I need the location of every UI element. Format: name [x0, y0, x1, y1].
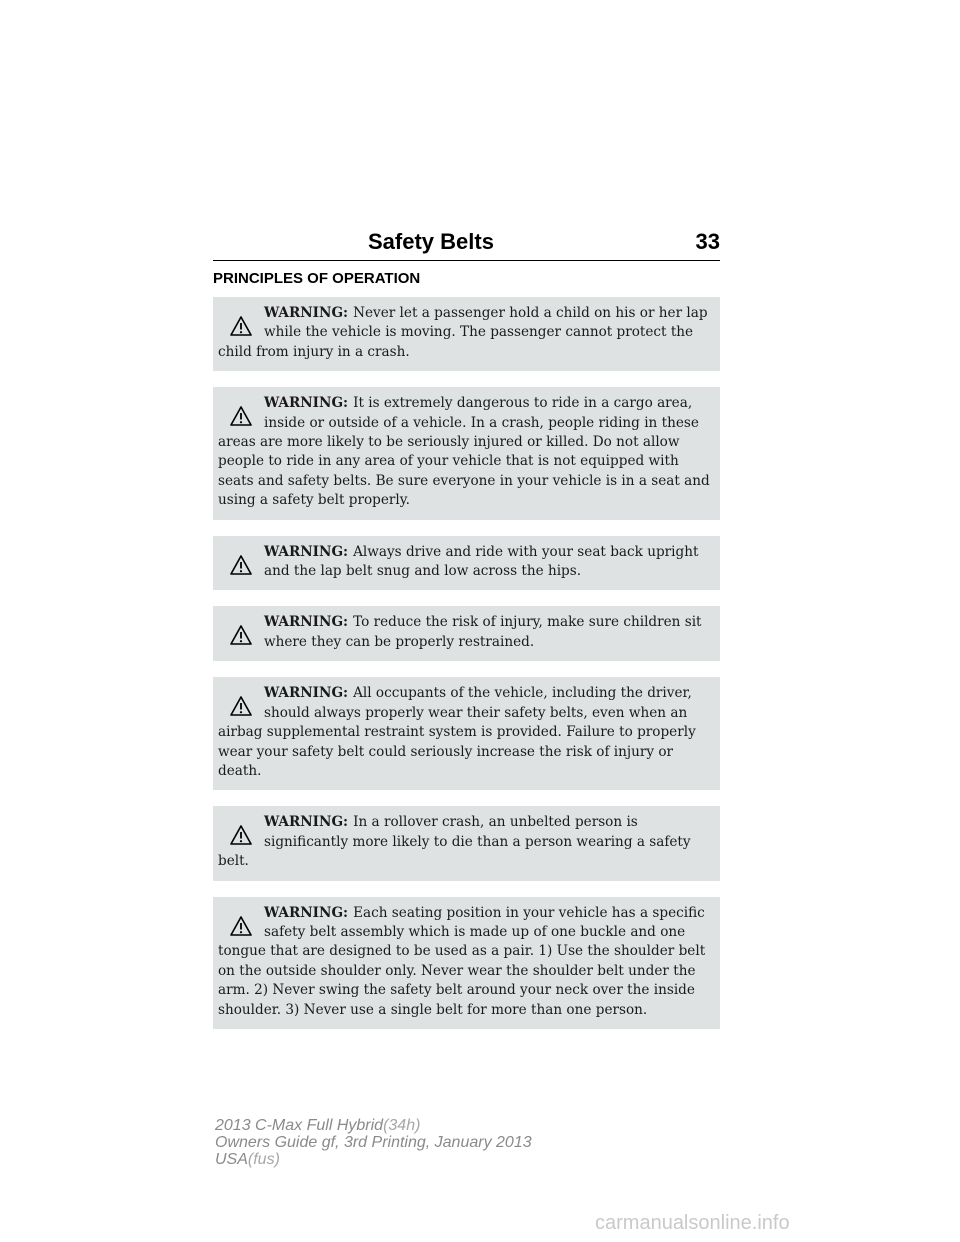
warning-label: WARNING: — [264, 614, 349, 631]
warning-triangle-icon — [218, 543, 264, 579]
warnings-list — [213, 297, 720, 1045]
warning-box — [213, 897, 720, 1029]
section-heading: PRINCIPLES OF OPERATION — [213, 270, 421, 287]
page-title: Safety Belts — [368, 229, 494, 254]
footer-line-market — [215, 1151, 532, 1168]
warning-triangle-icon — [218, 613, 264, 649]
warning-label: WARNING: — [264, 543, 349, 560]
warning-box — [213, 387, 720, 519]
warning-text: To reduce the risk of injury, make sure children sit where they can be properly restrained. — [264, 614, 702, 650]
warning-box — [213, 536, 720, 591]
warning-triangle-icon — [218, 394, 264, 430]
warning-text: Always drive and ride with your seat back upright and the lap belt snug and low across the hips. — [264, 543, 699, 580]
page-header — [213, 226, 720, 261]
warning-box — [213, 806, 720, 880]
footer-market-code: (fus) — [247, 1151, 280, 1168]
warning-label: WARNING: — [264, 814, 349, 831]
warning-text: All occupants of the vehicle, including the driver, should always properly wear their safety belts, even when an airbag supplemental restraint system is provided. Failure to properly wear your safety belt could seriously increase the risk of injury or death. — [218, 685, 696, 779]
watermark: carmanualsonline.info — [595, 1212, 790, 1234]
footer-line-edition: Owners Guide gf, 3rd Printing, January 2013 — [215, 1134, 532, 1151]
warning-label: WARNING: — [264, 305, 349, 321]
warning-triangle-icon — [218, 684, 264, 720]
footer-market: USA — [215, 1151, 248, 1168]
warning-label: WARNING: — [264, 685, 349, 702]
warning-triangle-icon — [218, 304, 264, 340]
footer-model: 2013 C-Max Full Hybrid — [215, 1117, 384, 1134]
warning-label: WARNING: — [264, 395, 349, 412]
warning-box — [213, 677, 720, 790]
footer-model-code: (34h) — [383, 1117, 421, 1134]
warning-text: In a rollover crash, an unbelted person is significantly more likely to die than a person wearing a safety belt. — [218, 814, 691, 870]
document-footer — [215, 1117, 532, 1168]
page-number: 33 — [695, 229, 720, 254]
warning-text: Each seating position in your vehicle has a specific safety belt assembly which is made up of one buckle and one tongue that are designed to be used as a pair. 1) Use the shoulder belt on the outside shoulder only. Never wear the shoulder belt under the arm. 2) Never swing the safety belt around your neck over the inside shoulder. 3) Never use a single belt for more than one person. — [218, 904, 706, 1018]
warning-text: It is extremely dangerous to ride in a cargo area, inside or outside of a vehicle. In a crash, people riding in these areas are more likely to be seriously injured or killed. Do not allow people to ride in any area of your vehicle that is not equipped with seats and safety belts. Be sure everyone in your vehicle is in a seat and using a safety belt properly. — [218, 395, 710, 509]
footer-line-model — [215, 1117, 532, 1134]
warning-box — [213, 606, 720, 661]
warning-box — [213, 297, 720, 371]
warning-triangle-icon — [218, 904, 264, 940]
warning-triangle-icon — [218, 813, 264, 849]
warning-text: Never let a passenger hold a child on his or her lap while the vehicle is moving. The passenger cannot protect the child from injury in a crash. — [218, 305, 708, 360]
warning-label: WARNING: — [264, 904, 349, 921]
